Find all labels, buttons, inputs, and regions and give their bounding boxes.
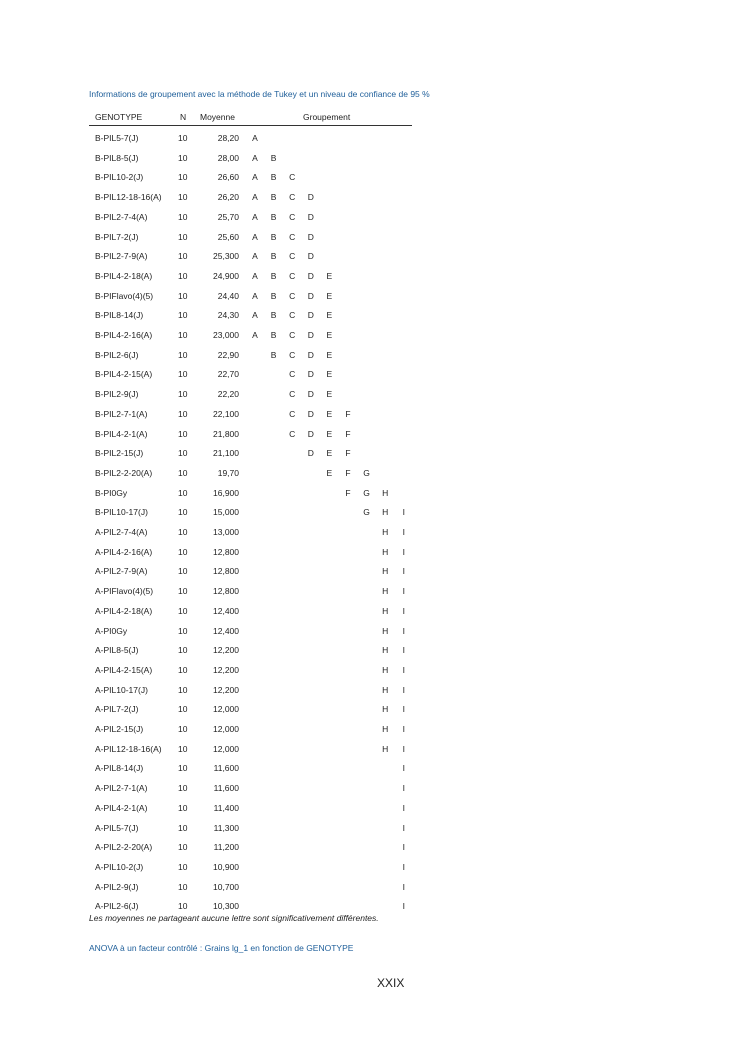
genotype-cell: B-PIL2-9(J) <box>95 389 139 400</box>
n-cell: 10 <box>178 842 188 853</box>
n-cell: 10 <box>178 645 188 656</box>
group-letter: E <box>326 428 333 439</box>
group-letter: I <box>402 546 405 557</box>
group-letter: C <box>289 310 296 321</box>
genotype-cell: A-PIL12-18-16(A) <box>95 743 162 754</box>
genotype-cell: B-PIL12-18-16(A) <box>95 192 162 203</box>
genotype-cell: B-PIL2-7-1(A) <box>95 408 148 419</box>
header-moyenne: Moyenne <box>200 112 235 122</box>
moyenne-cell: 12,800 <box>213 566 239 577</box>
genotype-cell: A-PIL2-7-9(A) <box>95 566 148 577</box>
group-letter: H <box>382 664 389 675</box>
group-letter: H <box>382 586 389 597</box>
moyenne-cell: 24,900 <box>213 270 239 281</box>
group-letter: I <box>402 783 405 794</box>
genotype-cell: B-PIL4-2-18(A) <box>95 270 153 281</box>
n-cell: 10 <box>178 861 188 872</box>
moyenne-cell: 26,20 <box>217 192 239 203</box>
n-cell: 10 <box>178 467 188 478</box>
genotype-cell: A-PIL8-5(J) <box>95 645 139 656</box>
group-letter: A <box>252 290 258 301</box>
group-letter: H <box>382 645 389 656</box>
group-letter: E <box>326 369 333 380</box>
n-cell: 10 <box>178 783 188 794</box>
genotype-cell: A-PIL2-7-4(A) <box>95 527 148 537</box>
genotype-cell: A-PIL5-7(J) <box>95 822 139 833</box>
genotype-cell: A-PIL10-2(J) <box>95 861 144 872</box>
moyenne-cell: 10,900 <box>213 861 239 872</box>
n-cell: 10 <box>178 743 188 754</box>
group-letter: C <box>289 192 296 203</box>
table-row <box>89 527 412 539</box>
n-cell: 10 <box>178 389 188 400</box>
table-row <box>89 862 412 874</box>
moyenne-cell: 12,200 <box>213 684 239 695</box>
group-letter: C <box>289 251 296 262</box>
n-cell: 10 <box>178 133 188 143</box>
table-row <box>89 232 412 244</box>
genotype-cell: B-PIL2-7-4(A) <box>95 211 148 222</box>
genotype-cell: B-PIL10-17(J) <box>95 507 148 518</box>
group-letter: E <box>326 448 333 459</box>
group-letter: B <box>270 251 277 262</box>
group-letter: D <box>307 448 314 459</box>
group-letter: D <box>307 290 314 301</box>
group-letter: A <box>252 172 258 183</box>
group-letter: I <box>402 527 405 537</box>
table-row <box>89 744 412 756</box>
group-letter: F <box>345 467 351 478</box>
table-row <box>89 724 412 736</box>
n-cell: 10 <box>178 192 188 203</box>
genotype-cell: A-PIL4-2-16(A) <box>95 546 153 557</box>
genotype-cell: A-PIL7-2(J) <box>95 704 139 715</box>
group-letter: B <box>270 211 277 222</box>
n-cell: 10 <box>178 310 188 321</box>
group-letter: I <box>402 842 405 853</box>
group-letter: H <box>382 605 389 616</box>
group-letter: H <box>382 546 389 557</box>
genotype-cell: B-PIL2-6(J) <box>95 349 139 360</box>
moyenne-cell: 12,800 <box>213 546 239 557</box>
moyenne-cell: 22,90 <box>217 349 239 360</box>
group-letter: C <box>289 270 296 281</box>
group-letter: I <box>402 586 405 597</box>
genotype-cell: B-PIL8-14(J) <box>95 310 144 321</box>
table-row <box>89 212 412 224</box>
n-cell: 10 <box>178 172 188 183</box>
table-row <box>89 901 412 913</box>
group-letter: F <box>345 408 351 419</box>
n-cell: 10 <box>178 625 188 636</box>
moyenne-cell: 24,40 <box>217 290 239 301</box>
table-row <box>89 153 412 165</box>
n-cell: 10 <box>178 349 188 360</box>
table-row <box>89 488 412 500</box>
group-letter: I <box>402 901 405 912</box>
header-groupement: Groupement <box>303 112 351 122</box>
n-cell: 10 <box>178 664 188 675</box>
moyenne-cell: 10,700 <box>213 881 239 892</box>
moyenne-cell: 23,000 <box>213 330 239 340</box>
group-letter: G <box>363 507 370 518</box>
group-letter: C <box>289 389 296 400</box>
table-row <box>89 291 412 303</box>
group-letter: I <box>402 743 405 754</box>
table-row <box>89 133 412 145</box>
group-letter: H <box>382 507 389 518</box>
moyenne-cell: 12,000 <box>213 743 239 754</box>
group-letter: A <box>252 251 258 262</box>
group-letter: I <box>402 566 405 577</box>
group-letter: I <box>402 605 405 616</box>
page-number: XXIX <box>377 976 405 990</box>
n-cell: 10 <box>178 802 188 813</box>
group-letter: I <box>402 861 405 872</box>
table-row <box>89 507 412 519</box>
table-row <box>89 606 412 618</box>
table-row <box>89 271 412 283</box>
n-cell: 10 <box>178 763 188 774</box>
genotype-cell: A-PIL2-7-1(A) <box>95 783 148 794</box>
table-row <box>89 704 412 716</box>
group-letter: H <box>382 527 389 537</box>
n-cell: 10 <box>178 881 188 892</box>
group-letter: B <box>270 231 277 242</box>
group-letter: C <box>289 369 296 380</box>
moyenne-cell: 12,200 <box>213 664 239 675</box>
group-letter: B <box>270 310 277 321</box>
moyenne-cell: 16,900 <box>213 487 239 498</box>
table-row <box>89 665 412 677</box>
group-letter: A <box>252 270 258 281</box>
n-cell: 10 <box>178 408 188 419</box>
moyenne-cell: 15,000 <box>213 507 239 518</box>
group-letter: C <box>289 349 296 360</box>
table-row <box>89 468 412 480</box>
group-letter: I <box>402 684 405 695</box>
moyenne-cell: 10,300 <box>213 901 239 912</box>
group-letter: F <box>345 487 351 498</box>
group-letter: E <box>326 310 333 321</box>
group-letter: I <box>402 664 405 675</box>
group-letter: D <box>307 270 314 281</box>
moyenne-cell: 26,60 <box>217 172 239 183</box>
group-letter: C <box>289 408 296 419</box>
group-letter: H <box>382 724 389 734</box>
n-cell: 10 <box>178 684 188 695</box>
genotype-cell: A-PIL4-2-18(A) <box>95 605 153 616</box>
genotype-cell: A-PIL8-14(J) <box>95 763 144 774</box>
n-cell: 10 <box>178 546 188 557</box>
genotype-cell: A-PI0Gy <box>95 625 128 636</box>
table-row <box>89 783 412 795</box>
n-cell: 10 <box>178 251 188 262</box>
moyenne-cell: 12,000 <box>213 704 239 715</box>
n-cell: 10 <box>178 487 188 498</box>
genotype-cell: A-PIL4-2-15(A) <box>95 664 153 675</box>
table-row <box>89 448 412 460</box>
genotype-cell: B-PIL2-7-9(A) <box>95 251 148 262</box>
n-cell: 10 <box>178 211 188 222</box>
moyenne-cell: 22,70 <box>217 369 239 380</box>
group-letter: A <box>252 310 258 321</box>
group-letter: G <box>363 487 370 498</box>
genotype-cell: B-PI0Gy <box>95 487 128 498</box>
group-letter: B <box>270 172 277 183</box>
n-cell: 10 <box>178 428 188 439</box>
group-letter: I <box>402 881 405 892</box>
genotype-cell: B-PIL7-2(J) <box>95 231 139 242</box>
moyenne-cell: 12,400 <box>213 605 239 616</box>
table-row <box>89 389 412 401</box>
group-letter: A <box>252 231 258 242</box>
header-n: N <box>180 112 187 122</box>
group-letter: H <box>382 704 389 715</box>
group-letter: D <box>307 369 314 380</box>
group-letter: A <box>252 133 258 143</box>
footnote: Les moyennes ne partageant aucune lettre sont significativement différentes. <box>89 913 379 923</box>
n-cell: 10 <box>178 290 188 301</box>
table-header <box>89 112 412 126</box>
group-letter: E <box>326 389 333 400</box>
group-letter: C <box>289 211 296 222</box>
table-row <box>89 842 412 854</box>
genotype-cell: B-PIL4-2-16(A) <box>95 330 153 340</box>
group-letter: B <box>270 270 277 281</box>
moyenne-cell: 22,100 <box>213 408 239 419</box>
group-letter: B <box>270 192 277 203</box>
n-cell: 10 <box>178 330 188 340</box>
table-row <box>89 330 412 342</box>
group-letter: A <box>252 330 258 340</box>
group-letter: A <box>252 192 258 203</box>
n-cell: 10 <box>178 507 188 518</box>
n-cell: 10 <box>178 704 188 715</box>
table-row <box>89 429 412 441</box>
moyenne-cell: 12,400 <box>213 625 239 636</box>
group-letter: B <box>270 349 277 360</box>
genotype-cell: B-PIL2-2-20(A) <box>95 467 153 478</box>
group-letter: F <box>345 428 351 439</box>
table-row <box>89 350 412 362</box>
n-cell: 10 <box>178 152 188 163</box>
moyenne-cell: 21,800 <box>213 428 239 439</box>
table-row <box>89 882 412 894</box>
group-letter: H <box>382 684 389 695</box>
n-cell: 10 <box>178 822 188 833</box>
genotype-cell: B-PIL5-7(J) <box>95 133 139 143</box>
group-letter: I <box>402 763 405 774</box>
n-cell: 10 <box>178 586 188 597</box>
n-cell: 10 <box>178 605 188 616</box>
table-row <box>89 547 412 559</box>
genotype-cell: B-PIFlavo(4)(5) <box>95 290 154 301</box>
moyenne-cell: 24,30 <box>217 310 239 321</box>
group-letter: D <box>307 211 314 222</box>
table-row <box>89 251 412 263</box>
moyenne-cell: 22,20 <box>217 389 239 400</box>
group-letter: C <box>289 330 296 340</box>
n-cell: 10 <box>178 527 188 537</box>
moyenne-cell: 11,600 <box>213 783 239 794</box>
group-letter: D <box>307 408 314 419</box>
n-cell: 10 <box>178 448 188 459</box>
group-letter: H <box>382 625 389 636</box>
n-cell: 10 <box>178 901 188 912</box>
table-row <box>89 409 412 421</box>
group-letter: H <box>382 487 389 498</box>
table-row <box>89 645 412 657</box>
header-genotype: GENOTYPE <box>95 112 143 122</box>
genotype-cell: B-PIL4-2-15(A) <box>95 369 153 380</box>
moyenne-cell: 25,300 <box>213 251 239 262</box>
group-letter: E <box>326 290 333 301</box>
section-heading: Informations de groupement avec la méthode de Tukey et un niveau de confiance de 95 % <box>89 89 430 99</box>
table-row <box>89 803 412 815</box>
group-letter: D <box>307 330 314 340</box>
genotype-cell: A-PIL2-2-20(A) <box>95 842 153 853</box>
moyenne-cell: 28,20 <box>217 133 239 143</box>
genotype-cell: B-PIL10-2(J) <box>95 172 144 183</box>
group-letter: D <box>307 349 314 360</box>
moyenne-cell: 25,60 <box>217 231 239 242</box>
table-row <box>89 369 412 381</box>
group-letter: E <box>326 270 333 281</box>
moyenne-cell: 25,70 <box>217 211 239 222</box>
moyenne-cell: 21,100 <box>213 448 239 459</box>
group-letter: D <box>307 310 314 321</box>
genotype-cell: B-PIL4-2-1(A) <box>95 428 148 439</box>
moyenne-cell: 12,800 <box>213 586 239 597</box>
group-letter: C <box>289 172 296 183</box>
group-letter: I <box>402 704 405 715</box>
group-letter: D <box>307 231 314 242</box>
group-letter: C <box>289 231 296 242</box>
group-letter: D <box>307 428 314 439</box>
n-cell: 10 <box>178 724 188 734</box>
group-letter: E <box>326 349 333 360</box>
table-row <box>89 763 412 775</box>
group-letter: H <box>382 566 389 577</box>
table-row <box>89 823 412 835</box>
group-letter: A <box>252 211 258 222</box>
group-letter: I <box>402 822 405 833</box>
group-letter: E <box>326 408 333 419</box>
group-letter: C <box>289 428 296 439</box>
moyenne-cell: 11,200 <box>213 842 239 853</box>
table-row <box>89 172 412 184</box>
group-letter: D <box>307 192 314 203</box>
tukey-grouping-table <box>89 112 412 912</box>
anova-heading: ANOVA à un facteur contrôlé : Grains lg_1 en fonction de GENOTYPE <box>89 943 354 953</box>
group-letter: I <box>402 625 405 636</box>
group-letter: E <box>326 330 333 340</box>
group-letter: B <box>270 330 277 340</box>
moyenne-cell: 11,300 <box>213 822 239 833</box>
genotype-cell: A-PIL4-2-1(A) <box>95 802 148 813</box>
genotype-cell: A-PIL10-17(J) <box>95 684 148 695</box>
moyenne-cell: 12,200 <box>213 645 239 656</box>
group-letter: I <box>402 507 405 518</box>
moyenne-cell: 11,600 <box>213 763 239 774</box>
group-letter: A <box>252 152 258 163</box>
moyenne-cell: 19,70 <box>217 467 239 478</box>
genotype-cell: A-PIL2-6(J) <box>95 901 139 912</box>
table-row <box>89 685 412 697</box>
moyenne-cell: 13,000 <box>213 527 239 537</box>
group-letter: I <box>402 645 405 656</box>
group-letter: D <box>307 389 314 400</box>
n-cell: 10 <box>178 566 188 577</box>
table-row <box>89 626 412 638</box>
group-letter: H <box>382 743 389 754</box>
genotype-cell: A-PIFlavo(4)(5) <box>95 586 154 597</box>
genotype-cell: B-PIL8-5(J) <box>95 152 139 163</box>
group-letter: B <box>270 290 277 301</box>
n-cell: 10 <box>178 231 188 242</box>
genotype-cell: B-PIL2-15(J) <box>95 448 144 459</box>
table-row <box>89 566 412 578</box>
group-letter: C <box>289 290 296 301</box>
table-row <box>89 310 412 322</box>
moyenne-cell: 28,00 <box>217 152 239 163</box>
group-letter: I <box>402 802 405 813</box>
table-row <box>89 192 412 204</box>
group-letter: B <box>270 152 277 163</box>
group-letter: F <box>345 448 351 459</box>
genotype-cell: A-PIL2-15(J) <box>95 724 144 734</box>
group-letter: E <box>326 467 333 478</box>
group-letter: D <box>307 251 314 262</box>
genotype-cell: A-PIL2-9(J) <box>95 881 139 892</box>
moyenne-cell: 12,000 <box>213 724 239 734</box>
group-letter: G <box>363 467 370 478</box>
moyenne-cell: 11,400 <box>213 802 239 813</box>
group-letter: I <box>402 724 405 734</box>
n-cell: 10 <box>178 369 188 380</box>
n-cell: 10 <box>178 270 188 281</box>
table-row <box>89 586 412 598</box>
